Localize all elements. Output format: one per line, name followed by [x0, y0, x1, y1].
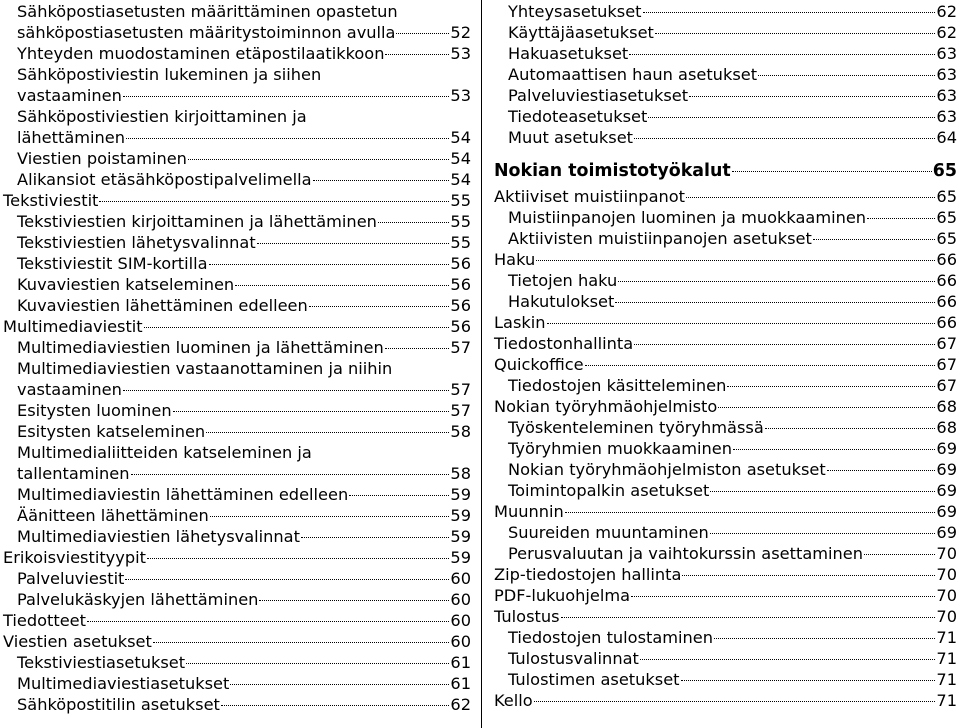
toc-entry-title: Kello — [494, 691, 533, 710]
toc-entry-title: Suureiden muuntaminen — [508, 523, 709, 542]
dot-leader — [710, 533, 936, 534]
dot-leader — [206, 432, 449, 433]
toc-subsection-entry — [494, 127, 957, 148]
toc-subsection-entry — [3, 421, 471, 442]
toc-page-number: 56 — [450, 296, 471, 315]
toc-page-number: 66 — [936, 292, 957, 311]
dot-leader — [144, 327, 450, 328]
toc-subsection-entry — [494, 375, 957, 396]
dot-leader — [634, 138, 935, 139]
dot-leader — [718, 407, 935, 408]
toc-entry-title: Nokian työryhmäohjelmisto — [494, 397, 718, 416]
toc-entry-title: Multimediaviestien luominen ja lähettäminen — [17, 338, 384, 357]
toc-page-number: 63 — [936, 44, 957, 63]
toc-subsection-entry — [3, 673, 471, 694]
toc-section-entry — [494, 501, 957, 522]
toc-entry-title: Tekstiviestit SIM-kortilla — [17, 254, 208, 273]
toc-page-number: 70 — [936, 586, 957, 605]
toc-subsection-entry — [3, 652, 471, 673]
toc-entry-title: Aktiiviset muistiinpanot — [494, 187, 686, 206]
toc-entry-title: Tiedostojen tulostaminen — [508, 628, 714, 647]
toc-subsection-entry — [3, 85, 471, 106]
toc-section-entry — [494, 312, 957, 333]
toc-subsection-entry — [3, 400, 471, 421]
toc-entry-title: Viestien poistaminen — [17, 149, 187, 168]
dot-leader — [147, 558, 449, 559]
toc-page-number: 57 — [450, 380, 471, 399]
toc-entry-title: Kuvaviestien katseleminen — [17, 275, 235, 294]
toc-subsection-entry — [3, 232, 471, 253]
dot-leader — [640, 659, 936, 660]
toc-entry-title: Erikoisviestityypit — [3, 548, 146, 567]
toc-subsection-entry — [494, 627, 957, 648]
toc-subsection-entry — [3, 337, 471, 358]
dot-leader — [689, 96, 935, 97]
dot-leader — [686, 197, 935, 198]
dot-leader — [618, 281, 935, 282]
dot-leader — [864, 554, 935, 555]
toc-entry-title: Tekstiviestiasetukset — [17, 653, 186, 672]
toc-page-number: 56 — [450, 275, 471, 294]
toc-subsection-entry — [494, 43, 957, 64]
toc-page-number: 70 — [936, 607, 957, 626]
toc-page-number: 62 — [936, 2, 957, 21]
dot-leader — [758, 75, 935, 76]
toc-entry-title: Sähköpostiviestin lukeminen ja siihen — [17, 65, 322, 84]
toc-subsection-entry — [3, 379, 471, 400]
toc-subsection-entry — [3, 127, 471, 148]
dot-leader — [648, 117, 935, 118]
dot-leader — [99, 201, 449, 202]
toc-page-number: 68 — [936, 418, 957, 437]
toc-entry-title: Laskin — [494, 313, 546, 332]
toc-entry-title: Äänitteen lähettäminen — [17, 506, 209, 525]
toc-subsection-entry — [3, 442, 471, 463]
toc-page-number: 62 — [936, 23, 957, 42]
toc-entry-title: Toimintopalkin asetukset — [508, 481, 710, 500]
toc-entry-title: sähköpostiasetusten määritystoiminnon avulla — [17, 23, 396, 42]
toc-entry-title: Kuvaviestien lähettäminen edelleen — [17, 296, 308, 315]
toc-entry-title: Yhteyden muodostaminen etäpostilaatikkoon — [17, 44, 385, 63]
dot-leader — [710, 491, 935, 492]
dot-leader — [536, 260, 935, 261]
dot-leader — [385, 348, 450, 349]
toc-page-number: 63 — [936, 107, 957, 126]
toc-page-number: 69 — [936, 523, 957, 542]
toc-page-number: 53 — [450, 44, 471, 63]
toc-section-entry — [494, 354, 957, 375]
toc-page-number: 63 — [936, 86, 957, 105]
toc-entry-title: Palveluviestiasetukset — [508, 86, 689, 105]
toc-subsection-entry — [3, 43, 471, 64]
dot-leader — [186, 663, 449, 664]
toc-entry-title: Työskenteleminen työryhmässä — [508, 418, 764, 437]
toc-entry-title: Tekstiviestien kirjoittaminen ja lähettäminen — [17, 212, 377, 231]
toc-page-number: 65 — [932, 161, 957, 181]
toc-subsection-entry — [3, 274, 471, 295]
toc-page-number: 57 — [450, 338, 471, 357]
toc-subsection-entry — [494, 459, 957, 480]
dot-leader — [813, 239, 936, 240]
dot-leader — [313, 180, 450, 181]
toc-page-number: 59 — [450, 548, 471, 567]
toc-entry-title: Muut asetukset — [508, 128, 634, 147]
toc-page-number: 59 — [450, 485, 471, 504]
dot-leader — [732, 171, 932, 172]
toc-entry-title: Automaattisen haun asetukset — [508, 65, 758, 84]
toc-subsection-entry — [3, 253, 471, 274]
toc-section-entry — [3, 631, 471, 652]
toc-entry-title: Tulostusvalinnat — [508, 649, 639, 668]
toc-entry-title: Multimediaviestien lähetysvalinnat — [17, 527, 300, 546]
dot-leader — [87, 621, 449, 622]
toc-section-entry — [3, 547, 471, 568]
toc-entry-title: Työryhmien muokkaaminen — [508, 439, 732, 458]
toc-entry-title: Tietojen haku — [508, 271, 618, 290]
toc-subsection-entry — [494, 85, 957, 106]
toc-entry-title: Nokian työryhmäohjelmiston asetukset — [508, 460, 826, 479]
dot-leader — [209, 264, 450, 265]
toc-entry-title: Multimedialiitteiden katseleminen ja — [17, 443, 312, 462]
dot-leader — [682, 575, 935, 576]
toc-entry-title: Esitysten luominen — [17, 401, 172, 420]
toc-page-number: 71 — [936, 691, 957, 710]
dot-leader — [631, 596, 935, 597]
dot-leader — [131, 474, 450, 475]
toc-section-entry — [494, 690, 957, 711]
toc-subsection-entry — [3, 295, 471, 316]
toc-subsection-entry — [494, 438, 957, 459]
toc-entry-title: Quickoffice — [494, 355, 584, 374]
toc-entry-title: Zip-tiedostojen hallinta — [494, 565, 682, 584]
toc-page-number: 70 — [936, 544, 957, 563]
dot-leader — [210, 516, 450, 517]
dot-leader — [534, 701, 936, 702]
toc-section-entry — [3, 190, 471, 211]
toc-subsection-entry — [3, 22, 471, 43]
toc-page-number: 66 — [936, 250, 957, 269]
toc-page-number: 59 — [450, 527, 471, 546]
toc-page-number: 55 — [450, 212, 471, 231]
toc-entry-title: Esitysten katseleminen — [17, 422, 206, 441]
toc-section-entry — [494, 333, 957, 354]
toc-page-number: 61 — [450, 674, 471, 693]
toc-page-number: 54 — [450, 128, 471, 147]
toc-page-number: 54 — [450, 149, 471, 168]
toc-page-number: 55 — [450, 191, 471, 210]
toc-subsection-entry — [494, 1, 957, 22]
toc-page-number: 71 — [936, 670, 957, 689]
toc-page-number: 69 — [936, 439, 957, 458]
toc-right-column — [494, 1, 957, 711]
dot-leader — [230, 684, 449, 685]
dot-leader — [681, 680, 936, 681]
toc-entry-title: Käyttäjäasetukset — [508, 23, 654, 42]
toc-subsection-entry — [3, 106, 471, 127]
toc-entry-title: Multimediaviestit — [3, 317, 143, 336]
toc-subsection-entry — [494, 106, 957, 127]
dot-leader — [634, 344, 935, 345]
toc-section-entry — [494, 585, 957, 606]
dot-leader — [173, 411, 450, 412]
toc-subsection-entry — [494, 648, 957, 669]
toc-entry-title: Aktiivisten muistiinpanojen asetukset — [508, 229, 812, 248]
toc-subsection-entry — [3, 568, 471, 589]
dot-leader — [765, 428, 936, 429]
toc-page-number: 65 — [936, 208, 957, 227]
dot-leader — [235, 285, 449, 286]
toc-subsection-entry — [3, 694, 471, 715]
toc-subsection-entry — [3, 484, 471, 505]
dot-leader — [153, 642, 450, 643]
dot-leader — [827, 470, 936, 471]
toc-entry-title: Yhteysasetukset — [508, 2, 642, 21]
dot-leader — [257, 243, 450, 244]
toc-page-number: 69 — [936, 460, 957, 479]
dot-leader — [385, 54, 449, 55]
toc-entry-title: Palvelukäskyjen lähettäminen — [17, 590, 259, 609]
dot-leader — [727, 386, 935, 387]
dot-leader — [123, 96, 450, 97]
toc-subsection-entry — [3, 148, 471, 169]
toc-left-column — [3, 1, 471, 715]
toc-page-number: 62 — [450, 695, 471, 714]
toc-entry-title: PDF-lukuohjelma — [494, 586, 631, 605]
toc-entry-title: Nokian toimistotyökalut — [494, 161, 731, 181]
toc-entry-title: Perusvaluutan ja vaihtokurssin asettaminen — [508, 544, 863, 563]
toc-subsection-entry — [494, 22, 957, 43]
toc-page-number: 67 — [936, 355, 957, 374]
toc-page-number: 66 — [936, 271, 957, 290]
toc-subsection-entry — [494, 64, 957, 85]
toc-page-number: 54 — [450, 170, 471, 189]
toc-entry-title: Sähköpostiviestien kirjoittaminen ja — [17, 107, 307, 126]
toc-section-entry — [494, 564, 957, 585]
toc-page-number: 66 — [936, 313, 957, 332]
dot-leader — [309, 306, 450, 307]
toc-entry-title: Tiedotteet — [3, 611, 86, 630]
toc-page-number: 52 — [450, 23, 471, 42]
toc-entry-title: Viestien asetukset — [3, 632, 152, 651]
toc-entry-title: Haku — [494, 250, 536, 269]
toc-page-number: 60 — [450, 569, 471, 588]
toc-page-number: 69 — [936, 481, 957, 500]
toc-entry-title: Multimediaviestien vastaanottaminen ja niihin — [17, 359, 393, 378]
toc-subsection-entry — [494, 291, 957, 312]
dot-leader — [629, 54, 935, 55]
toc-entry-title: Tiedostojen käsitteleminen — [508, 376, 727, 395]
toc-subsection-entry — [3, 1, 471, 22]
toc-subsection-entry — [494, 669, 957, 690]
toc-entry-title: Tulostus — [494, 607, 560, 626]
dot-leader — [585, 365, 936, 366]
toc-subsection-entry — [3, 358, 471, 379]
toc-page-number: 53 — [450, 86, 471, 105]
toc-page-number: 58 — [450, 464, 471, 483]
dot-leader — [123, 390, 450, 391]
dot-leader — [615, 302, 935, 303]
toc-subsection-entry — [494, 543, 957, 564]
toc-entry-title: tallentaminen — [17, 464, 130, 483]
toc-page-number: 56 — [450, 254, 471, 273]
toc-page-number: 69 — [936, 502, 957, 521]
toc-page-number: 56 — [450, 317, 471, 336]
dot-leader — [643, 12, 936, 13]
toc-entry-title: Muunnin — [494, 502, 564, 521]
toc-page-number: 71 — [936, 649, 957, 668]
dot-leader — [714, 638, 935, 639]
toc-entry-title: Alikansiot etäsähköpostipalvelimella — [17, 170, 312, 189]
toc-page-number: 65 — [936, 187, 957, 206]
dot-leader — [733, 449, 935, 450]
toc-subsection-entry — [3, 463, 471, 484]
toc-entry-title: Multimediaviestin lähettäminen edelleen — [17, 485, 349, 504]
dot-leader — [349, 495, 449, 496]
toc-subsection-entry — [494, 228, 957, 249]
toc-page-number: 68 — [936, 397, 957, 416]
toc-subsection-entry — [3, 526, 471, 547]
toc-entry-title: Hakutulokset — [508, 292, 615, 311]
toc-entry-title: Sähköpostitilin asetukset — [17, 695, 220, 714]
toc-page-number: 70 — [936, 565, 957, 584]
toc-section-entry — [494, 396, 957, 417]
toc-page-number: 71 — [936, 628, 957, 647]
toc-entry-title: Tiedostonhallinta — [494, 334, 634, 353]
toc-page-number: 60 — [450, 611, 471, 630]
toc-subsection-entry — [494, 522, 957, 543]
toc-subsection-entry — [3, 169, 471, 190]
toc-section-entry — [494, 186, 957, 207]
toc-entry-title: vastaaminen — [17, 380, 122, 399]
dot-leader — [867, 218, 935, 219]
toc-entry-title: Tekstiviestit — [3, 191, 99, 210]
toc-page-number: 67 — [936, 376, 957, 395]
dot-leader — [259, 600, 449, 601]
toc-entry-title: Multimediaviestiasetukset — [17, 674, 230, 693]
toc-page-number: 60 — [450, 632, 471, 651]
toc-entry-title: Tiedoteasetukset — [508, 107, 648, 126]
dot-leader — [188, 159, 449, 160]
toc-section-entry — [494, 606, 957, 627]
toc-entry-title: vastaaminen — [17, 86, 122, 105]
column-divider — [481, 0, 482, 728]
toc-subsection-entry — [494, 417, 957, 438]
toc-subsection-entry — [3, 589, 471, 610]
toc-page-number: 61 — [450, 653, 471, 672]
toc-section-entry — [494, 249, 957, 270]
dot-leader — [126, 138, 449, 139]
toc-section-entry — [3, 316, 471, 337]
toc-page-number: 64 — [936, 128, 957, 147]
toc-subsection-entry — [494, 480, 957, 501]
dot-leader — [378, 222, 449, 223]
toc-page-number: 55 — [450, 233, 471, 252]
toc-subsection-entry — [494, 270, 957, 291]
dot-leader — [565, 512, 936, 513]
dot-leader — [125, 579, 449, 580]
toc-entry-title: Muistiinpanojen luominen ja muokkaaminen — [508, 208, 867, 227]
dot-leader — [547, 323, 936, 324]
toc-section-entry — [3, 610, 471, 631]
dot-leader — [301, 537, 449, 538]
toc-page-number: 63 — [936, 65, 957, 84]
toc-page-number: 59 — [450, 506, 471, 525]
toc-page-number: 60 — [450, 590, 471, 609]
toc-subsection-entry — [3, 64, 471, 85]
toc-entry-title: lähettäminen — [17, 128, 125, 147]
toc-entry-title: Tekstiviestien lähetysvalinnat — [17, 233, 256, 252]
dot-leader — [655, 33, 935, 34]
dot-leader — [221, 705, 450, 706]
dot-leader — [561, 617, 936, 618]
toc-entry-title: Tulostimen asetukset — [508, 670, 680, 689]
toc-page-number: 67 — [936, 334, 957, 353]
toc-subsection-entry — [3, 505, 471, 526]
toc-entry-title: Sähköpostiasetusten määrittäminen opastetun — [17, 2, 398, 21]
toc-page-number: 58 — [450, 422, 471, 441]
toc-subsection-entry — [3, 211, 471, 232]
toc-chapter-heading — [494, 159, 957, 183]
toc-page-number: 65 — [936, 229, 957, 248]
toc-subsection-entry — [494, 207, 957, 228]
dot-leader — [396, 33, 449, 34]
toc-entry-title: Hakuasetukset — [508, 44, 629, 63]
toc-page-number: 57 — [450, 401, 471, 420]
toc-entry-title: Palveluviestit — [17, 569, 125, 588]
